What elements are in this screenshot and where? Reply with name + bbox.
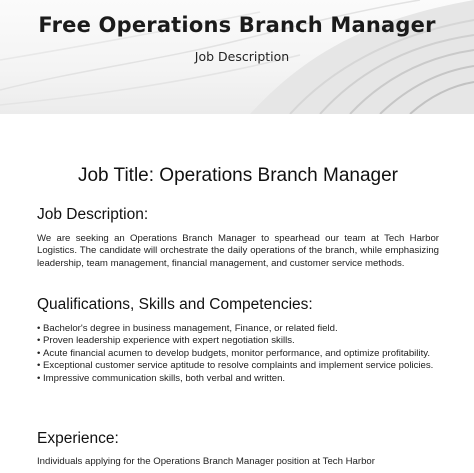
job-description-text: We are seeking an Operations Branch Manager to spearhead our team at Tech Harbor Logistics. The candidate will orchestrate the daily operations of the branch, while emphasizing leadership, team management, financial management, and customer service methods. bbox=[37, 233, 439, 269]
list-item: • Proven leadership experience with expert negotiation skills. bbox=[37, 335, 439, 347]
banner-title: Free Operations Branch Manager bbox=[38, 13, 436, 37]
banner-subtitle: Job Description bbox=[194, 49, 290, 64]
experience-text: Individuals applying for the Operations Branch Manager position at Tech Harbor bbox=[37, 456, 375, 467]
experience-heading: Experience: bbox=[37, 430, 119, 447]
list-item: • Exceptional customer service aptitude to resolve complaints and implement service policies. bbox=[37, 360, 439, 372]
job-title: Job Title: Operations Branch Manager bbox=[77, 165, 398, 186]
job-description-heading: Job Description: bbox=[37, 206, 149, 223]
list-item: • Impressive communication skills, both verbal and written. bbox=[37, 373, 439, 385]
header-banner bbox=[0, 0, 474, 114]
list-item: • Bachelor's degree in business management, Finance, or related field. bbox=[37, 323, 439, 335]
qualifications-heading: Qualifications, Skills and Competencies: bbox=[37, 296, 313, 313]
list-item: • Acute financial acumen to develop budgets, monitor performance, and optimize profitability. bbox=[37, 348, 439, 360]
qualifications-list bbox=[37, 323, 439, 385]
